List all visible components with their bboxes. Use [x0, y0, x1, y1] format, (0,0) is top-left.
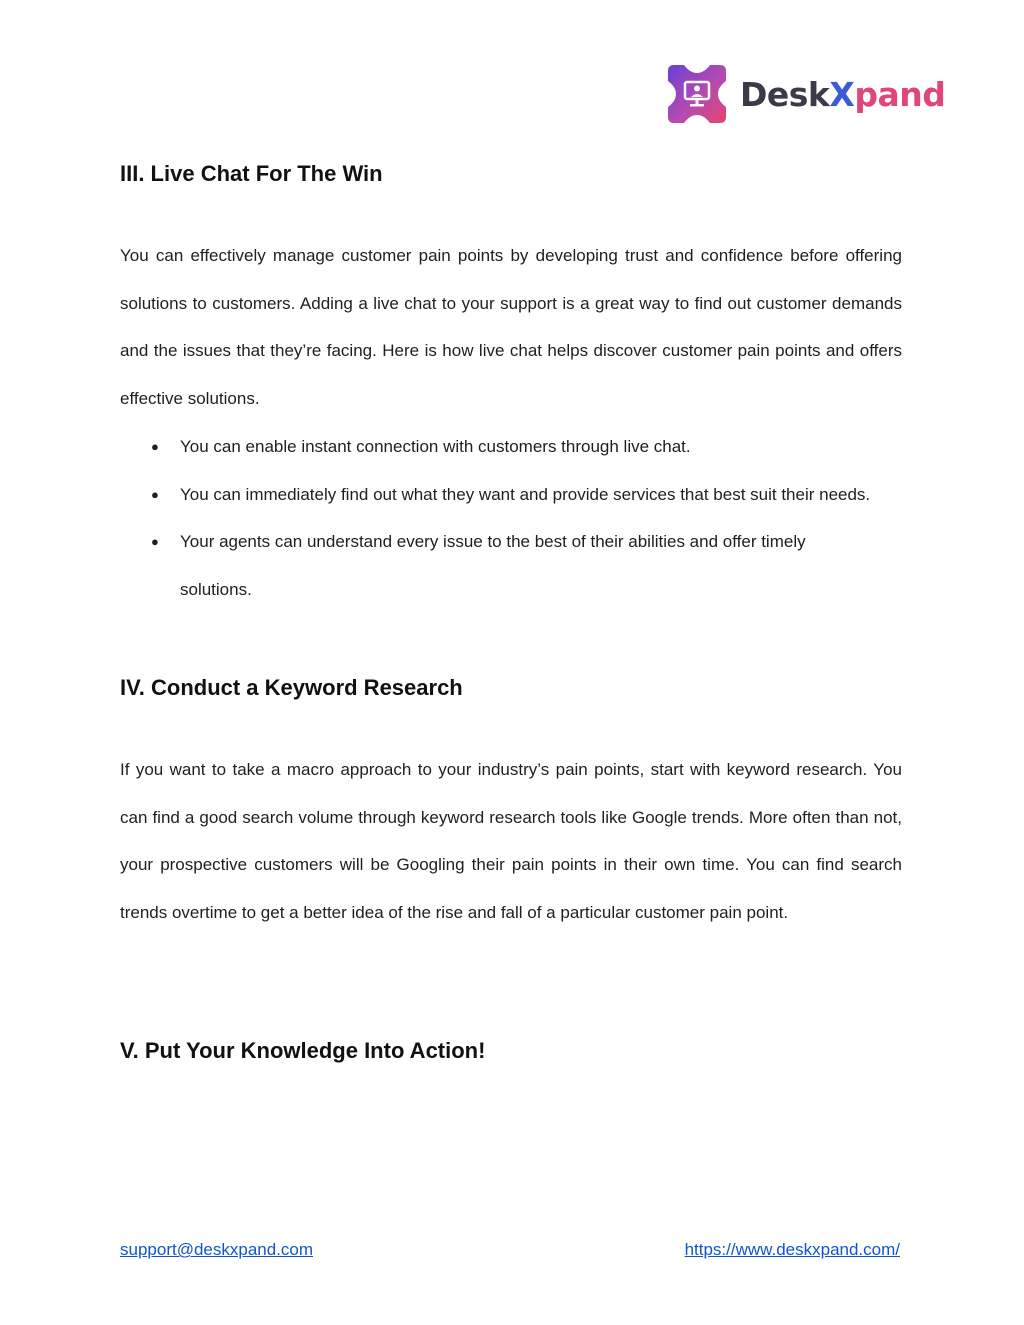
brand-name-part1: Desk	[740, 74, 830, 114]
list-item	[120, 518, 902, 613]
brand-logo	[664, 60, 945, 128]
list-item	[120, 471, 902, 519]
footer-email-link[interactable]: support@deskxpand.com	[120, 1240, 314, 1259]
section-heading-keyword-research: IV. Conduct a Keyword Research	[120, 675, 463, 700]
brand-name-part3: pand	[854, 74, 946, 114]
brand-name	[740, 74, 946, 114]
section-heading-live-chat: III. Live Chat For The Win	[120, 161, 383, 186]
bullet-list-live-chat	[120, 423, 902, 614]
list-item-text: Your agents can understand every issue to the best of their abilities and offer timely solutions.	[180, 532, 806, 600]
brand-name-part2: X	[829, 74, 855, 114]
section-heading-knowledge-action: V. Put Your Knowledge Into Action!	[120, 1038, 486, 1063]
list-item-text: You can immediately find out what they want and provide services that best suit their needs.	[180, 484, 871, 504]
section-paragraph-keyword-research: If you want to take a macro approach to your industry’s pain points, start with keyword research. You can find a good search volume through keyword research tools like Google trends. More often than not, your prospective customers will be Googling their pain points in their own time. You can find search trends overtime to get a better idea of the rise and fall of a particular customer pain point.	[120, 760, 902, 923]
section-paragraph-live-chat: You can effectively manage customer pain points by developing trust and confidence before offering solutions to customers. Adding a live chat to your support is a great way to find out customer demands and the issues that they’re facing. Here is how live chat helps discover customer pain points and offers effective solutions.	[120, 246, 902, 409]
list-item	[120, 423, 902, 471]
desktop-monitor-logo-icon	[664, 61, 730, 127]
bullet-icon: ●	[151, 486, 159, 502]
list-item-text: You can enable instant connection with customers through live chat.	[180, 437, 691, 456]
bullet-icon: ●	[151, 534, 159, 550]
bullet-icon: ●	[151, 439, 159, 454]
footer-website-link[interactable]: https://www.deskxpand.com/	[684, 1240, 900, 1259]
